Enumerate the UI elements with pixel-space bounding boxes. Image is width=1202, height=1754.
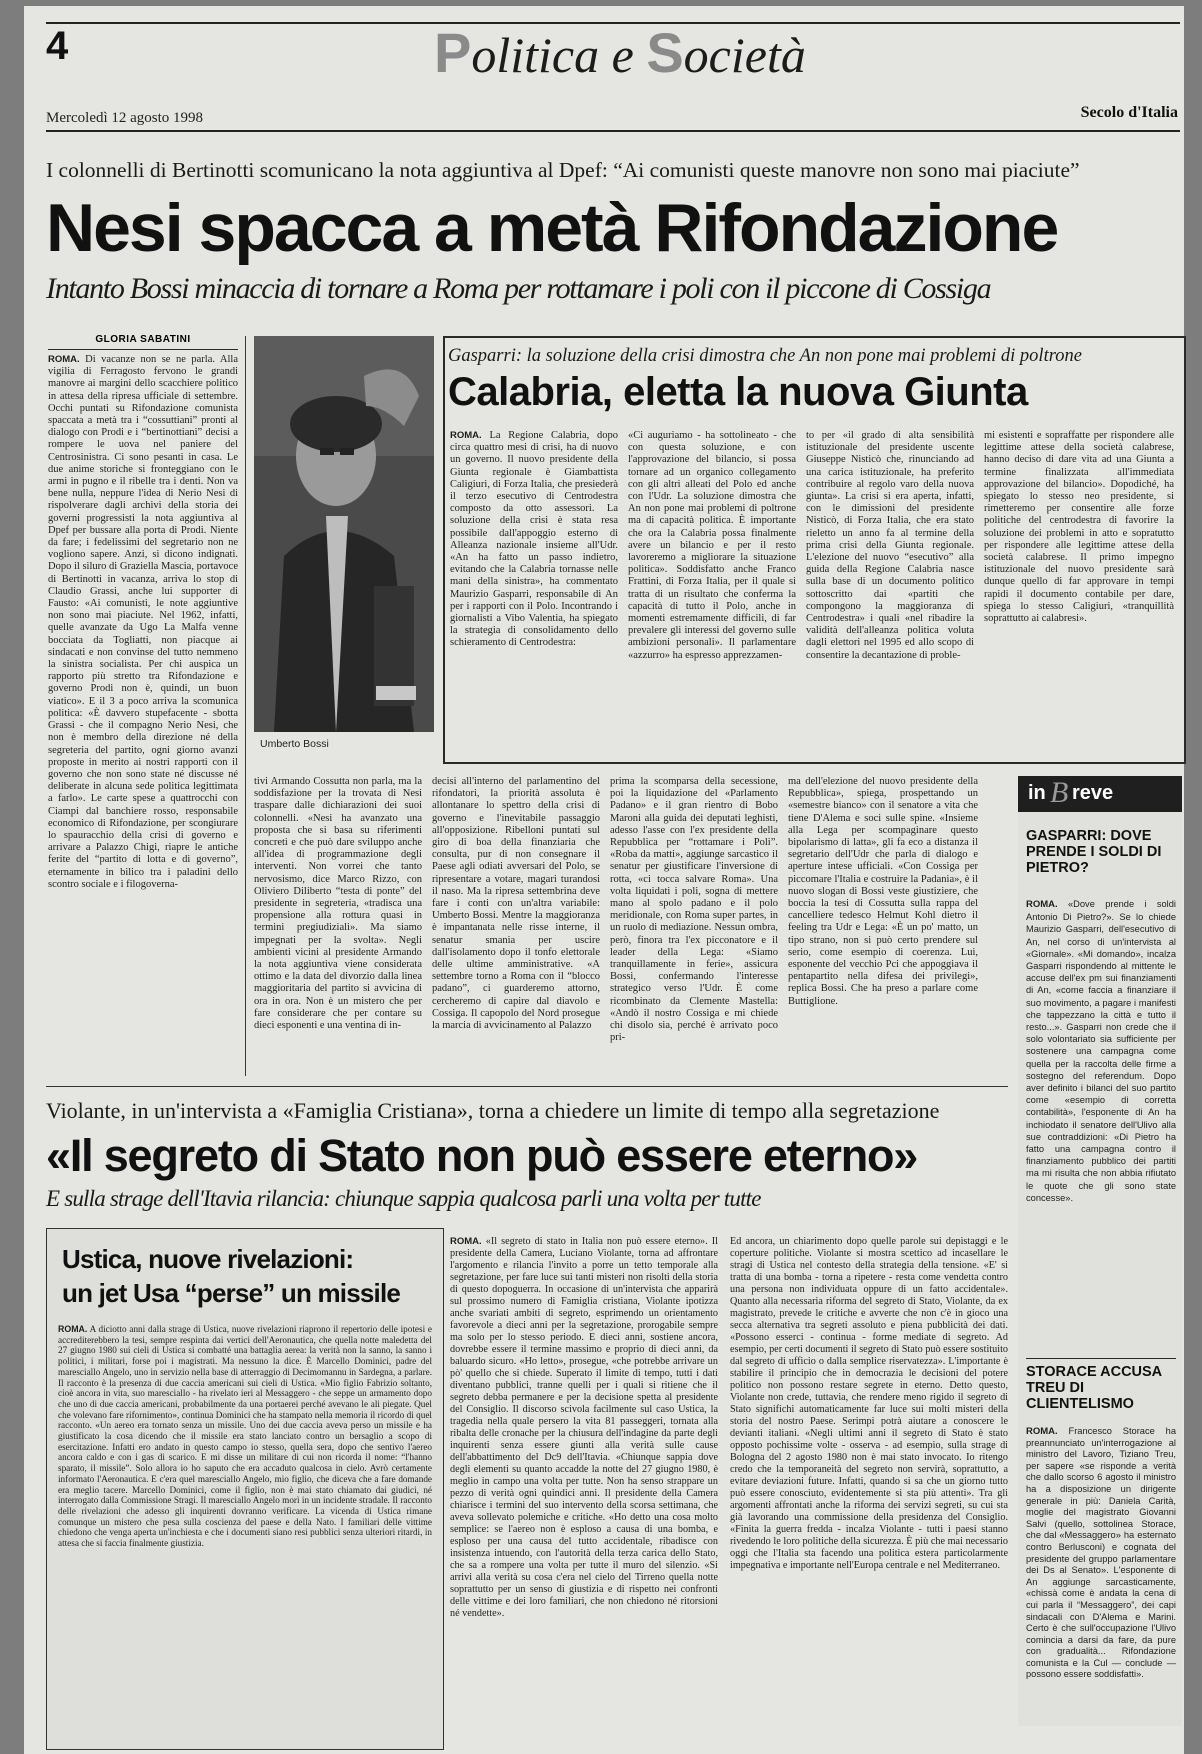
article3-subheadline: E sulla strage dell'Itavia rilancia: chiunque sappia qualcosa parli una volta per tutte bbox=[46, 1186, 761, 1211]
article1-subheadline: Intanto Bossi minaccia di tornare a Roma per rottamare i poli con il piccone di Cossiga bbox=[46, 272, 991, 305]
article2-headline: Calabria, eletta la nuova Giunta bbox=[448, 370, 1028, 414]
article1-column-3: decisi all'interno del parlamentino del rifondatori, la priorità assoluta è allontanare lo spettro della crisi di governo e l'inevitabile passaggio all'opposizione. Ribelloni puntati sul giro di boa della finanziaria che consulta, pur di non consegnare il Paese agli odiati avversari del Polo, se ripresentare a votare, magari turandosi il naso. Ma la ripresa settembrina deve fare i conti con un'altra variabile: Umberto Bossi. Mentre la maggioranza è impantanata nelle risse interne, il senatur smania per uscire dall'isolamento dopo il tonfo elettorale delle ultime amministrative. «A settembre torno a Roma con il “blocco padano”, ci guarderemo attorno, cercheremo di capire dal diavolo e Cossiga. Il capopolo del Nord prosegue la marcia di avvicinamento al Palazzo bbox=[432, 776, 600, 1032]
article3-column-1 bbox=[450, 1236, 718, 1746]
section-word-2: ocietà bbox=[683, 27, 806, 83]
in-breve-logo-initial: B bbox=[1050, 776, 1069, 809]
article2-column-3: to per «il grado di alta sensibilità istituzionale del presidente uscente Giuseppe Nisticò che, rinunciando ad una carica istituzionale, ha preferito contribuire al regolo varo della nuova giunta». La crisi si era aperta, infatti, con le dimissioni del presidente Nisticò, di Forza Italia, che era stato rieletto un anno fa al termine della prima crisi della Giunta regionale. L'elezione del nuovo “esecutivo” alla guida della Regione Calabria nasce sulla base di un documento politico sottoscritto dai «partiti che compongono la maggioranza di Centrodestra» i quali «nel ribadire la validità dell'alleanza politica voluta dagli elettori nel 1995 ed allo scopo di consentire la decantazione di proble- bbox=[806, 430, 974, 661]
page-number: 4 bbox=[46, 24, 69, 68]
bossi-photo-image bbox=[254, 336, 434, 732]
article1-dateline: ROMA. bbox=[48, 354, 80, 365]
bossi-photo bbox=[254, 336, 434, 732]
issue-date: Mercoledì 12 agosto 1998 bbox=[46, 110, 204, 126]
article2-column-4: mi esistenti e sopraffatte per rispondere alle legittime attese della società calabrese, hanno deciso di dare vita ad una Giunta a termine finalizzata all'immediata approvazione del bilancio». Dopodiché, ha spiegato lo stesso neo presidente, si rimetteremo per consentire alle forze politiche del centrodestra di favorire la soluzione dei problemi in atto e sopratutto per rispondere alle legittime attese della società calabrese. Il primo impegno istituzionale del nuovo presidente sarà dunque quello di far approvare in tempi rapidi il documento contabile per dare, spiega lo stesso Caligiuri, «tranquillità soprattutto ai calabresi». bbox=[984, 430, 1174, 625]
ustica-headline-line-2: un jet Usa “perse” un missile bbox=[62, 1278, 401, 1308]
ustica-dateline: ROMA. bbox=[58, 1324, 88, 1334]
ustica-body bbox=[58, 1324, 432, 1744]
article3-kicker: Violante, in un'intervista a «Famiglia Cristiana», torna a chiedere un limite di tempo alla segretazione bbox=[46, 1098, 940, 1123]
article1-headline: Nesi spacca a metà Rifondazione bbox=[46, 190, 1058, 266]
brief1-dateline: ROMA. bbox=[1026, 899, 1058, 910]
brief2-dateline: ROMA. bbox=[1026, 1426, 1058, 1437]
brief1-title: GASPARRI: DOVE PRENDE I SOLDI DI PIETRO? bbox=[1026, 828, 1162, 876]
article1-column-5: ma dell'elezione del nuovo presidente della Repubblica», spiega, prospettando un «semestre bianco» con il senatore a vita che tiene D'Alema e soci sulle spine. «Insieme alla Lega per scompaginare questo bipolarismo di latta», gli fa eco a distanza il segretario dell'Udr che parla di dialogo e aperture intese ufficiali. «Con Cossiga per piccomare l'Italia e costruire la Padania», è il nuovo slogan di Bossi veste giustiziere, che boccia la tesi di Cossutta sulla rappa del cancelliere tedesco Helmut Kohl dietro il feeling tra Udr e Lega: «È un po' matto, un tipo strano, non si può certo prendere sul serio, come esempio di coerenza. Lui, esponente del vecchio Pci che appoggiava il pentapartito nella difesa dei privilegi», replica Bossi. Che ha preso a parlare come Buttiglione. bbox=[788, 776, 978, 1007]
brief1-text: «Dove prende i soldi Antonio Di Pietro?». Se lo chiede Maurizio Gasparri, dell'esecutivo di An, nel corso di un'intervista al «Giornale». «Mi domando», incalza Gasparri rispondendo al mittente le accuse dell'ex pm sui finanziamenti di An, «come faccia a finanziare il suo movimento, a pagare i manifesti che tappezzano la città e tutto il resto...». Gasparri non crede che il solo volontariato sia sufficiente per sostenere una campagna come quella per la raccolta delle firme a sostegno del referendum. Dopo aver definito i bilanci del suo partito come «esempio di corretta contabilità», l'esponente di An ha inchiodato il senatore dell'Ulivo alla sue contraddizioni: «Di Pietro ha fatto una campagna contro il finanziamento pubblico dei partiti ma mi risulta che non abbia rifiutato le quote che gli sono state concesse». bbox=[1026, 899, 1176, 1203]
article1-byline: GLORIA SABATINI bbox=[95, 334, 191, 345]
column-divider bbox=[245, 336, 246, 1076]
article3-dateline: ROMA. bbox=[450, 1236, 482, 1247]
photo-caption: Umberto Bossi bbox=[260, 738, 329, 750]
article2-kicker: Gasparri: la soluzione della crisi dimostra che An non pone mai problemi di poltrone bbox=[448, 346, 1082, 366]
paper-name: Secolo d'Italia bbox=[1080, 104, 1178, 121]
brief-divider bbox=[1026, 1358, 1176, 1359]
article3-col1-text: «Il segreto di stato in Italia non può essere eterno». Il presidente della Camera, Luciano Violante, torna ad affrontare l'argomento e rilancia l'invito a porre un tetto temporale alla segretazione, per fare luce sui tanti misteri non risolti della storia di questo dopoguerra. In occasione di un'intervista che apparirà sul prossimo numero di Famiglia cristiana, Violante ipotizza anche svariati ambiti di segreto, esprimendo un orientamento favorevole a dieci anni per la segretazione, prorogabile sempre ma solo per lo stesso periodo. E dieci anni, sostiene ancora, dovrebbe essere il termine massimo e proprio di dieci anni, da baluardo sicuro. «Ho letto», prosegue, «che potrebbe arrivare un pò' quello che si chiede. Superato il limite di tempo, tutti i dati diventano pubblici, tranne quelli per i quali si ritiene che il segreto debba permanere e per la decisione spetta al presidente del Consiglio. Il discorso scivola facilmente sul caso Ustica, la tragedia nella quale persero la vita 81 passeggeri, tornata alla ribalta delle cronache per la chiusura dell'indagine da parte degli inquirenti senza essere giunti alla verità sulle cause dell'abbattimento del Dc9 dell'Itavia. «Chiunque sappia dove degli elementi su quanto accadde la notte del 27 giugno 1980, è meglio in campo una volta per tutte. Non ha senso strappare un pezzo di verità ogni quindici anni. Il presidente della Camera chiarisce i termini del suo intervento della scorsa settimana, che aveva sollevato polemiche e critiche. «Ho detto una cosa molto semplice: se l'aereo non è esploso a causa di una bomba, e esploso per una causa del tutto accidentale, ribadisce con insistenza intuendo, con l'autorità della terza carica dello Stato, che sa a rompere una volta per tutte il muro del silenzio. «Si arrivi alla verità su cosa c'era nel cielo del Tirreno quella notte soprattutto per un senso di giustizia e di rispetto nei confronti delle vittime e dei loro familiari, che non chiedono né ritorsioni né vendette». bbox=[450, 1236, 718, 1619]
masthead-bottom-rule bbox=[46, 130, 1180, 132]
ustica-headline-line-1: Ustica, nuove rivelazioni: bbox=[62, 1244, 354, 1274]
byline-rule bbox=[48, 349, 238, 350]
article2-column-1 bbox=[450, 430, 618, 750]
brief2-body bbox=[1026, 1426, 1176, 1726]
article2-dateline: ROMA. bbox=[450, 430, 482, 441]
article2-column-2: «Ci auguriamo - ha sottolineato - che con questa soluzione, e con l'approvazione del bilancio, si possa tornare ad un organico collegamento con gli altri alleati del Polo ed anche con l'Udr. La soluzione dimostra che An non pone mai problemi di poltrone ma di capacità politica. È importante che ora la Calabria possa finalmente avere un bilancio e per il resto lavoreremo a migliorare la situazione politica». Soddisfatto anche Franco Frattini, di Forza Italia, per il quale si tratta di un risultato che conferma la capacità di tutto il Polo, anche in momenti estremamente difficili, di far prevalere gli interessi del governo sulle ambizioni personali». Il parlamentare «azzurro» ha espresso apprezzamen- bbox=[628, 430, 796, 661]
section-word-1: olitica e bbox=[471, 27, 647, 83]
in-breve-logo-in: in bbox=[1028, 782, 1046, 804]
in-breve-sidebar bbox=[1018, 776, 1182, 1726]
article3-column-2: Ed ancora, un chiarimento dopo quelle parole sui depistaggi e le coperture politiche. Violante si mostra scettico ad incasellare le stragi di Ustica nel contesto della strategia della tensione. «E' si tratta di una bomba - torna a ripetere - resta come vendetta contro una persona non individuata oppure di un fatto accidentale». Quanto alla necessaria riforma del segreto di Stato, Violante, da ex magistrato, prevede le critiche e avverte che non c'è in gioco una secca alternativa tra segreti assoluto e piena pubblicità dei dati. «Possono esserci - continua - forme mediate di segreto. Ad esempio, per certi documenti il segreto di Stato può essere sostituito dal segreto di ufficio o dalla semplice riservatezza». L'importante è stabilire il principio che in democrazia le decisioni del potere politico non possono restare segrete in eterno. Detto questo, Violante non crede, tuttavia, che rendere meno rigido il segreto di Stato significhi automaticamente far luce sui molti misteri della storia del nostro Paese. Serimpi potrà aiutare a conoscere le devianti italiani. «Negli ultimi anni il segreto di Stato è stato opposto pochissime volte - osserva - ad esempio, sulla strage di Bologna del 2 agosto 1980 non è mai stato invocato. Io ritengo credo che la temporaneità del segreto non servirà, soprattutto, a evitare deviazioni future. Infatti, quando si sa che un giorno tutto può essere conosciuto, evidentemente si sta più attenti». Tra gli argomenti affrontati anche la riforma dei servizi segreti, su cui sta già lavorando una commissione della presidenza del Consiglio. «Finita la guerra fredda - incalza Violante - tutti i paesi stanno rivedendo le loro politiche della sicurezza. È più che mai necessario oggi che l'Italia sta facendo una politica estera particolarmente impegnativa e importante nell'Europa centrale e nel Mediterraneo. bbox=[730, 1236, 1008, 1571]
article3-headline: «Il segreto di Stato non può essere eterno» bbox=[46, 1130, 918, 1181]
section-title bbox=[434, 20, 806, 85]
article1-column-1 bbox=[48, 354, 238, 1074]
in-breve-logo bbox=[1018, 776, 1182, 812]
article1-column-2: tivi Armando Cossutta non parla, ma la soddisfazione per la trovata di Nesi traspare dalle dichiarazioni dei suoi colonnelli. «Nesi ha avanzato una proposta che si basa su riferimenti concreti e che può dare sviluppo anche all'idea di programmazione degli interventi. Non vorrei che tanto nervosismo, dice Marco Rizzo, con Oliviero Diliberto “testa di ponte” del presidente in segreteria, «tradisca una propensione alla rottura quasi in termini pregiudiziali». Ma siamo impegnati per la svolta». Negli ambienti vicini al presidente Armando la nota aggiuntiva viene considerata ottimo e la data del divorzio dalla linea maggioritaria del partito si avvicina di ora in ora. Non è un mistero che per fare considerare che per contare su dieci esponenti e una ventina di in- bbox=[254, 776, 422, 1032]
brief2-title: STORACE ACCUSA TREU DI CLIENTELISMO bbox=[1026, 1364, 1162, 1412]
newspaper-page bbox=[24, 6, 1184, 1754]
in-breve-logo-rest: reve bbox=[1072, 782, 1114, 804]
brief2-text: Francesco Storace ha preannunciato un'interrogazione al ministro del Lavoro, Tiziano Treu, per sapere «se risponde a verità che dallo scorso 6 agosto il ministro ha a disposizione un dirigente generale in più: Daniela Carità, moglie del magistrato Giovanni Salvi (quello, sottolinea Storace, che dal «Messaggero» ha esternato contro Berlusconi) e cognata del presidente del gruppo parlamentare dei Ds al Senato». L'esponente di An aggiunge sarcasticamente, «chissà come è andata la cena di cui parla il “Messaggero”, dei capi sindacali con D'Alema e Marini. Certo è che sull'occupazione l'Ulivo comincia a darsi da fare, da pure con gradualità... Rifondazione comunista e la Cul — conclude — possono essere soddisfatti». bbox=[1026, 1426, 1176, 1680]
article1-kicker: I colonnelli di Bertinotti scomunicano la nota aggiuntiva al Dpef: “Ai comunisti queste manovre non sono mai piaciute” bbox=[46, 158, 1080, 182]
article1-col1-text: Di vacanze non se ne parla. Alla vigilia di Ferragosto fervono le grandi manovre ai margini dello scacchiere politico in attesa della ripresa ufficiale di settembre. Occhi puntati su Rifondazione comunista spaccata a metà tra i “cossuttiani” pronti al dialogo con Prodi e i “bertinottiani” decisi a rompere le uova nel paniere del Centrosinistra. Ci sono pesanti in casa. Le due anime storiche si fronteggiano con le armi in pugno e il ribelle tra i denti. Non va bene nulla, neppure l'idea di Nerio Nesi di rispolverare dagli archivi della storia dei governi progressisti la nota aggiuntiva al Dpef per bussare alla porta di Prodi. Niente da fare; i fedelissimi del segretario non ne vogliono sapere. Anzi, si dicono indignati. Dopo il siluro di Graziella Mascia, portavoce di Bertinotti in vacanza, arriva lo stop di Claudio Grassi, anche lui supporter di Fausto: «Ai comunisti, le note aggiuntive non sono mai piaciute. Nel 1962, infatti, quelle avanzate da Ugo La Malfa venne bocciata da Togliatti, non piacque ai sindacati e non convinse del tutto nemmeno la sinistra socialista. Per chi auspica un rapporto più stretto tra Rifondazione e governo Prodi non è, quindi, un buon viatico». E il 3 a poco arriva la scomunica politica: «È davvero stupefacente - sbotta Grassi - che il compagno Nerio Nesi, che non è membro della direzione né della segreteria del partito, ogni giorno avanzi proposte in merito ai nostri rapporti con il governo che non sono state né discusse né deliberate in alcuna sede politica legittimata a farlo». Le carte spese a quattrocchi con Ciampi dal banchiere rosso, responsabile economico di Rifondazione, per scongiurare lo spauracchio della crisi di governo e arrivare a Palazzo Chigi, riapre le antiche ferite del “partito di lotta e di governo”, eternamente in bilico tra i paladini dello scontro sociale e i filogoverna- bbox=[48, 354, 238, 890]
section-initial-1: P bbox=[434, 21, 472, 84]
article1-column-4: prima la scomparsa della secessione, poi la liquidazione del «Parlamento Padano» e il gran rientro di Bobo Maroni alla guida dei deputati leghisti, adesso l'asse con l'ex presidente della Repubblica per “rottamare i Poli”. «Roba da matti», aggiunge sarcastico il senatur per giustificare l'inversione di rotta, «ci tocca salvare Roma». Una volta liquidati i poli, sogna di mettere mano al spolo padano e il polo meridionale, con Roma super partes, in un ruolo di mediazione. Nessun ombra, però, finora tra l'ex picconatore e il leader della Lega: «Siamo tranquillamente in ferie», assicura Bossi, confermando l'interesse strategico verso l'Udr. È come ricombinato da Clemente Mastella: «Andò il nostro Cossiga e mi chiede chi disolo sia, perché è arrivato poco pri- bbox=[610, 776, 778, 1044]
section-initial-2: S bbox=[646, 21, 684, 84]
article-separator bbox=[46, 1086, 1008, 1087]
brief1-body bbox=[1026, 898, 1176, 1348]
ustica-text: A diciotto anni dalla strage di Ustica, nuove rivelazioni riaprono il repertorio delle ipotesi e accrediterebbero la tesi, sempre respinta dai vertici dell'Aeronautica, che quella notte maledetta del 27 giugno 1980 sui cieli di Ustica si combatté una battaglia aerea: la verità non la sanno, la sanno i politici, i militari, forse poi i magistrati. Ma nessuno la dice. È Marcello Dominici, padre del maresciallo Angelo, uno in servizio nella base di atterraggio di Decimomannu in Sardegna, a parlare. Il racconto è la presenza di due caccia americani sui cieli di Ustica. «Mio figlio Fabrizio soltanto, cioè ancora in vita, suo maresciallo - ha rivelato ieri al Messaggero - che seppe un armamento dopo che uno di due caccia americani, probabilmente da una portaerei perché avevano le ali piegate. Quel che volevano fare rifornimento», continua Dominici che ha stampato nella memoria il ricordo di quel racconto. «Un aereo era tornato senza un missile. Uno dei due caccia aveva perso un missile e ha giustificato la cosa dicendo che il missile era stato lanciato contro un bersaglio a scopo di esercitazione. Infatti ero andato in questo campo io stesso, quella sera, dopo che sentivo l'aereo ancora caldo e con i gas di scarico. E mi disse un militare di cui non ricorda il nome: “l'hanno sparato, il missile”. Solo allora io ho saputo che era accaduto qualcosa in cielo. Avrò certamente informato l'Aeronautica. E c'era quel maresciallo Angelo, mio figlio, che diceva che a fare domande era meglio tacere. Marcello Dominici, come il figlio, non è mai stato chiamato dai giudici, né interrogato dalla Commissione Stragi. Il maresciallo Angelo morì in un incidente stradale. Il racconto delle rivelazioni che adesso gli inquirenti dovranno verificare. La vicenda di Ustica rimane comunque un mistero che pesa sulla coscienza del paese e della Nato. I familiari delle vittime chiedono che venga aperta un'inchiesta e che i documenti siano resi pubblici senza ulteriori ritardi, in attesa che si faccia finalmente giustizia. bbox=[58, 1324, 432, 1549]
article2-col1-text: La Regione Calabria, dopo circa quattro mesi di crisi, ha di nuovo un governo. Il nuovo presidente della Giunta regionale è Giambattista Caligiuri, di Forza Italia, che presiederà il terzo esecutivo di Centrodestra composto da otto assessori. La soluzione della crisi è stata resa possibile dall'appoggio esterno di Alleanza nazionale insieme all'Udr. «An ha fatto un passo indietro, evitando che la Calabria tornasse nelle mani della sinistra», ha commentato Maurizio Gasparri, responsabile di An per i rapporti con il Polo. Incontrando i giornalisti a Vibo Valentia, ha spiegato la strategia di consolidamento dello schieramento di Centrodestra: bbox=[450, 430, 618, 649]
